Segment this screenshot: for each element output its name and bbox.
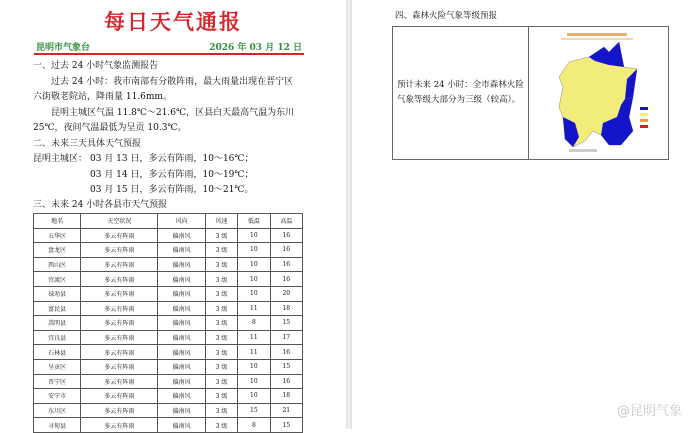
table-cell: 17: [270, 330, 302, 345]
column-header: 地名: [34, 214, 81, 229]
table-cell: 3 级: [205, 389, 237, 404]
table-cell: 官渡区: [34, 272, 81, 287]
table-cell: 偏南风: [158, 403, 205, 418]
table-cell: 偏南风: [158, 301, 205, 316]
table-cell: 嵩明县: [34, 316, 81, 331]
table-cell: 多云有阵雨: [81, 243, 158, 258]
table-row: [34, 345, 303, 360]
table-cell: 16: [270, 257, 302, 272]
forecast-day: 03 月 13 日，多云有阵雨，10～16℃；: [90, 154, 254, 164]
table-cell: 多云有阵雨: [81, 228, 158, 243]
table-row: [34, 243, 303, 258]
county-forecast-table: [33, 213, 303, 433]
table-cell: 多云有阵雨: [81, 403, 158, 418]
section4-heading: 四、森林火险气象等级预报: [395, 11, 498, 21]
column-header: 风速: [205, 214, 237, 229]
table-cell: 石林县: [34, 345, 81, 360]
table-cell: 3 级: [205, 403, 237, 418]
table-cell: 偏南风: [158, 418, 205, 433]
table-cell: 11: [238, 330, 270, 345]
table-cell: 富民县: [34, 301, 81, 316]
fire-risk-box: [392, 26, 669, 160]
table-cell: 16: [270, 345, 302, 360]
table-cell: 寻甸县: [34, 418, 81, 433]
table-cell: 多云有阵雨: [81, 389, 158, 404]
table-cell: 3 级: [205, 345, 237, 360]
table-cell: 3 级: [205, 301, 237, 316]
table-cell: 多云有阵雨: [81, 359, 158, 374]
left-page: [0, 0, 346, 429]
table-cell: 11: [238, 301, 270, 316]
section1-heading: 一、过去 24 小时气象监测报告: [33, 61, 159, 71]
table-row: [34, 418, 303, 433]
table-header: [34, 214, 303, 229]
table-cell: 8: [238, 418, 270, 433]
table-cell: 8: [238, 316, 270, 331]
section1-text: 过去 24 小时：我市南部有分散阵雨，最大雨量出现在晋宁区: [51, 77, 294, 87]
table-cell: 宜良县: [34, 330, 81, 345]
table-cell: 多云有阵雨: [81, 374, 158, 389]
table-cell: 呈贡区: [34, 359, 81, 374]
table-cell: 16: [270, 243, 302, 258]
table-row: [34, 316, 303, 331]
table-cell: 偏南风: [158, 257, 205, 272]
table-row: [34, 257, 303, 272]
section1-text: 昆明主城区气温 11.8℃～21.6℃，区县白天最高气温为东川: [51, 108, 295, 118]
table-cell: 偏南风: [158, 228, 205, 243]
report-title: 每日天气通报: [104, 9, 242, 34]
table-cell: 多云有阵雨: [81, 316, 158, 331]
table-cell: 多云有阵雨: [81, 257, 158, 272]
table-cell: 18: [270, 389, 302, 404]
table-cell: 多云有阵雨: [81, 286, 158, 301]
table-cell: 3 级: [205, 228, 237, 243]
table-cell: 偏南风: [158, 286, 205, 301]
table-cell: 偏南风: [158, 345, 205, 360]
table-row: [34, 403, 303, 418]
table-row: [34, 301, 303, 316]
table-cell: 10: [238, 286, 270, 301]
table-cell: 偏南风: [158, 316, 205, 331]
table-cell: 3 级: [205, 359, 237, 374]
report-header: [36, 40, 302, 53]
table-cell: 多云有阵雨: [81, 301, 158, 316]
table-cell: 西山区: [34, 257, 81, 272]
table-cell: 20: [270, 286, 302, 301]
table-cell: 多云有阵雨: [81, 272, 158, 287]
table-cell: 偏南风: [158, 374, 205, 389]
column-header: 高温: [270, 214, 302, 229]
table-cell: 10: [238, 243, 270, 258]
table-cell: 偏南风: [158, 243, 205, 258]
table-cell: 晋宁区: [34, 374, 81, 389]
column-header: 天空状况: [81, 214, 158, 229]
table-cell: 禄劝县: [34, 286, 81, 301]
table-cell: 多云有阵雨: [81, 330, 158, 345]
right-page: [352, 0, 690, 429]
table-cell: 21: [270, 403, 302, 418]
column-header: 低温: [238, 214, 270, 229]
table-cell: 安宁市: [34, 389, 81, 404]
table-cell: 10: [238, 389, 270, 404]
section1-text: 25℃，夜间气温最低为呈贡 10.3℃。: [33, 123, 187, 133]
table-row: [34, 359, 303, 374]
table-cell: 18: [270, 301, 302, 316]
table-cell: 多云有阵雨: [81, 345, 158, 360]
table-cell: 15: [270, 316, 302, 331]
table-cell: 3 级: [205, 418, 237, 433]
table-cell: 五华区: [34, 228, 81, 243]
table-cell: 11: [238, 345, 270, 360]
forecast-day: 03 月 15 日，多云有阵雨，10～21℃。: [90, 185, 254, 195]
section3-heading: 三、未来 24 小时各县市天气预报: [33, 200, 168, 210]
table-cell: 偏南风: [158, 389, 205, 404]
table-row: [34, 286, 303, 301]
table-row: [34, 228, 303, 243]
table-row: [34, 330, 303, 345]
table-cell: 10: [238, 228, 270, 243]
table-cell: 偏南风: [158, 330, 205, 345]
table-cell: 偏南风: [158, 359, 205, 374]
table-cell: 3 级: [205, 374, 237, 389]
table-cell: 东川区: [34, 403, 81, 418]
table-row: [34, 374, 303, 389]
issuer: 昆明市气象台: [36, 43, 91, 53]
fire-risk-map: [529, 27, 668, 159]
table-cell: 多云有阵雨: [81, 418, 158, 433]
table-cell: 3 级: [205, 257, 237, 272]
table-cell: 偏南风: [158, 272, 205, 287]
table-cell: 15: [238, 403, 270, 418]
table-cell: 3 级: [205, 316, 237, 331]
table-row: [34, 389, 303, 404]
table-cell: 3 级: [205, 330, 237, 345]
table-row: [34, 272, 303, 287]
table-cell: 16: [270, 374, 302, 389]
table-cell: 10: [238, 374, 270, 389]
forecast-day: 03 月 14 日，多云有阵雨，10～19℃；: [90, 170, 254, 180]
column-header: 风向: [158, 214, 205, 229]
report-date: 2026 年 03 月 12 日: [209, 43, 302, 53]
table-cell: 10: [238, 257, 270, 272]
section2-heading: 二、未来三天具体天气预报: [33, 139, 142, 149]
table-cell: 3 级: [205, 286, 237, 301]
table-cell: 15: [270, 359, 302, 374]
table-cell: 16: [270, 272, 302, 287]
header-divider: [34, 53, 304, 55]
weibo-watermark: @昆明气象: [616, 404, 682, 419]
table-cell: 10: [238, 272, 270, 287]
forecast-label: 昆明主城区：: [33, 154, 88, 164]
section1-text: 六街敬老院站，降雨量 11.6mm。: [33, 92, 172, 102]
table-cell: 15: [270, 418, 302, 433]
table-cell: 3 级: [205, 243, 237, 258]
table-cell: 16: [270, 228, 302, 243]
table-cell: 10: [238, 359, 270, 374]
fire-risk-text: 预计未来 24 小时：全市森林火险气象等级大部分为三级（较高）。: [397, 80, 524, 105]
table-cell: 3 级: [205, 272, 237, 287]
table-cell: 盘龙区: [34, 243, 81, 258]
